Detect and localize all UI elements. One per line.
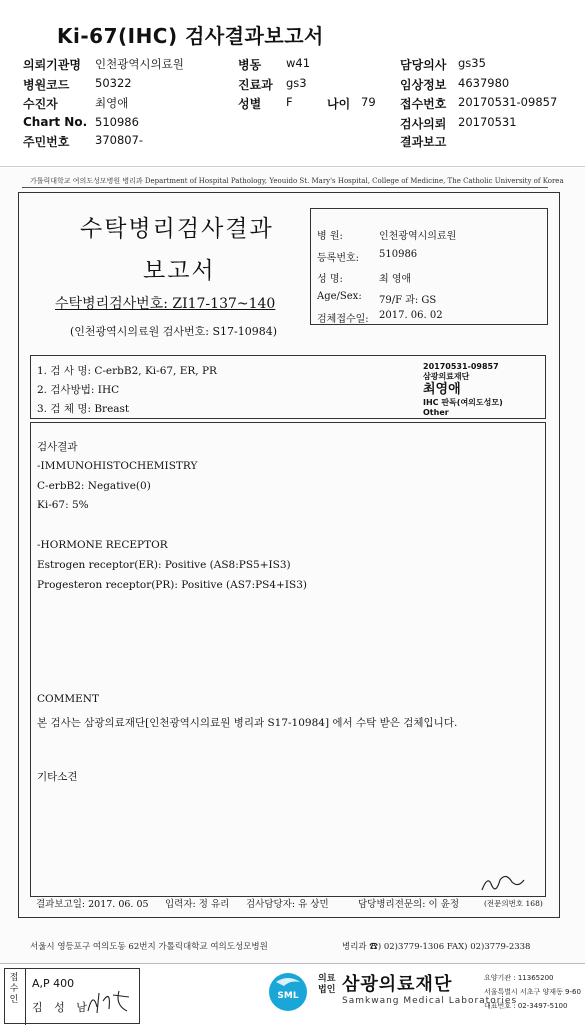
header-divider bbox=[0, 166, 585, 167]
stamp-org: 삼광의료재단 bbox=[423, 372, 470, 381]
field-department: 진료과 gs3 bbox=[238, 76, 307, 92]
stamp-accession: 20170531-09857 bbox=[423, 362, 499, 371]
field-requesting-institution: 의뢰기관명 인천광역시의료원 bbox=[23, 57, 184, 72]
field-resident-no: 주민번호 370807- bbox=[23, 133, 144, 149]
field-result-report: 결과보고 bbox=[400, 135, 447, 149]
department-line: 가톨릭대학교 여의도성모병원 병리과 Department of Hospital Pathology, Yeouido St. Mary's Hospital, College of Medicine, The Catholic University of Korea bbox=[30, 177, 564, 185]
field-chart-no: Chart No. 510986 bbox=[23, 115, 139, 129]
other-findings-heading: 기타소견 bbox=[37, 771, 78, 783]
org-phone: 대표번호 : 02-3497-5100 bbox=[484, 1002, 568, 1010]
org-address: 서울특별시 서초구 양재동 9-60 bbox=[484, 988, 581, 996]
org-english-name: Samkwang Medical Laboratories bbox=[342, 996, 518, 1006]
field-patient-name: 수진자 최영애 bbox=[23, 96, 129, 111]
org-name: 삼광의료재단 bbox=[342, 974, 453, 995]
tester: 검사담당자: 유 상민 bbox=[246, 899, 329, 910]
sml-logo-text: SML bbox=[277, 991, 299, 1001]
report-header bbox=[0, 0, 585, 168]
referral-test-number: 수탁병리검사번호: ZI17-137~140 bbox=[55, 296, 276, 312]
hospital-address: 서울시 영등포구 여의도동 62번지 가톨릭대학교 여의도성모병원 bbox=[30, 942, 268, 952]
test-info-box bbox=[30, 355, 546, 419]
bottom-divider bbox=[0, 963, 585, 964]
field-clinical-info: 임상정보 4637980 bbox=[400, 76, 510, 92]
patient-age-sex: Age/Sex: 79/F 과: GS bbox=[317, 291, 437, 306]
field-sex: 성별 F bbox=[238, 95, 293, 111]
report-date: 결과보고일: 2017. 06. 05 bbox=[36, 899, 149, 910]
specimen-name: 3. 검 체 명: Breast bbox=[37, 403, 130, 415]
patient-hospital: 병 원: 인천광역시의료원 bbox=[317, 231, 457, 242]
results-box bbox=[30, 422, 546, 897]
receiver-signature-icon bbox=[85, 987, 137, 1017]
department-rule bbox=[22, 187, 548, 188]
stamp-other: Other bbox=[423, 408, 449, 417]
result-ki67: Ki-67: 5% bbox=[37, 499, 89, 511]
org-type-badge bbox=[318, 974, 335, 996]
field-physician: 담당의사 gs35 bbox=[400, 56, 486, 72]
receiver-name: 김 성 남 bbox=[32, 1001, 91, 1014]
result-pr: Progesteron receptor(PR): Positive (AS7:PS4+IS3) bbox=[37, 579, 307, 591]
pathologist-signature-icon bbox=[478, 868, 528, 896]
comment-text: 본 검사는 삼광의료재단[인천광역시의료원 병리과 S17-10984] 에서 수탁 받은 검체입니다. bbox=[37, 717, 458, 729]
test-name: 1. 검 사 명: C-erbB2, Ki-67, ER, PR bbox=[37, 365, 217, 377]
specialist: 담당병리전문의: 이 윤정 bbox=[358, 899, 460, 910]
sheet-title-line1: 수탁병리검사결과 bbox=[80, 216, 274, 242]
field-age: 나이 79 bbox=[327, 95, 376, 111]
sheet-title-line2: 보고서 bbox=[143, 258, 216, 284]
stamp-method: IHC 판독(여의도성모) bbox=[423, 398, 503, 407]
field-accession-no: 접수번호 20170531-09857 bbox=[400, 95, 558, 111]
org-facility-code: 요양기관 : 11365200 bbox=[484, 974, 554, 982]
result-er: Estrogen receptor(ER): Positive (AS8:PS5+IS3) bbox=[37, 559, 291, 571]
receiver-label: 접수인 bbox=[9, 973, 19, 1005]
receiver-signature-box bbox=[4, 968, 140, 1024]
hospital-test-number: (인천광역시의료원 검사번호: S17-10984) bbox=[70, 325, 278, 338]
ihc-heading: -IMMUNOHISTOCHEMISTRY bbox=[37, 460, 198, 472]
specimen-label-stamp bbox=[423, 362, 503, 418]
sml-logo-icon bbox=[268, 972, 308, 1012]
receiver-code: A,P 400 bbox=[32, 977, 75, 990]
hormone-heading: -HORMONE RECEPTOR bbox=[37, 539, 168, 551]
org-badge-line2: 법인 bbox=[318, 985, 336, 995]
signature-separator bbox=[25, 969, 26, 1025]
patient-info-box bbox=[310, 208, 548, 325]
test-method: 2. 검사방법: IHC bbox=[37, 384, 120, 396]
result-cerbb2: C-erbB2: Negative(0) bbox=[37, 480, 151, 492]
results-heading: 검사결과 bbox=[37, 441, 78, 453]
patient-registration: 등록번호: 510986 bbox=[317, 249, 418, 264]
comment-heading: COMMENT bbox=[37, 693, 100, 705]
stamp-patient-name: 최영애 bbox=[423, 382, 461, 397]
field-request-date: 검사의뢰 20170531 bbox=[400, 115, 517, 131]
scanned-pathology-report bbox=[0, 168, 585, 963]
department-phone: 병리과 ☎) 02)3779-1306 FAX) 02)3779-2338 bbox=[342, 942, 531, 952]
org-badge-line1: 의료 bbox=[318, 974, 336, 984]
specialist-license: (전문의번호 168) bbox=[484, 899, 543, 908]
report-title: Ki-67(IHC) 검사결과보고서 bbox=[57, 24, 324, 48]
patient-received-date: 검체접수일: 2017. 06. 02 bbox=[317, 310, 443, 325]
field-hospital-code: 병원코드 50322 bbox=[23, 76, 132, 92]
input-by: 입력자: 정 유리 bbox=[165, 899, 230, 910]
patient-name: 성 명: 최 영애 bbox=[317, 274, 412, 285]
field-ward: 병동 w41 bbox=[238, 56, 311, 72]
